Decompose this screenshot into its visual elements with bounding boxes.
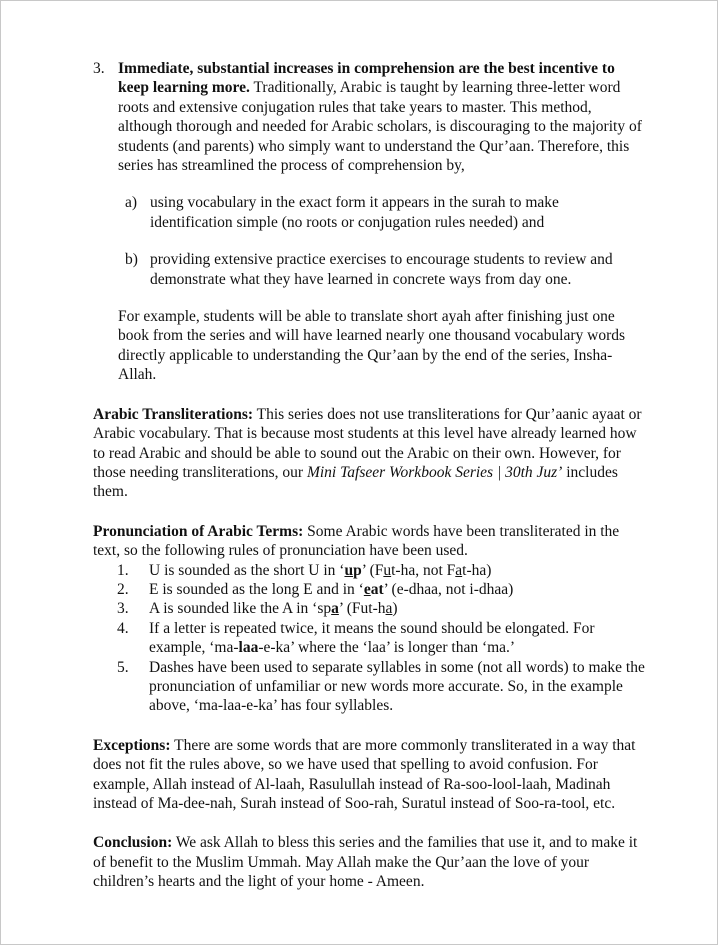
rule-text: E is sounded as the long E and in ‘: [149, 580, 364, 598]
sub-item-label: b): [125, 251, 138, 269]
sub-item-text: using vocabulary in the exact form it appears in the surah to make identification simple (no roots or conjugation rules needed) and: [150, 194, 559, 231]
section-heading: Exceptions:: [93, 736, 171, 754]
section-heading: Arabic Transliterations:: [93, 405, 254, 423]
transliterations-section: [93, 405, 645, 502]
rule-item: [117, 658, 645, 716]
sub-list: [118, 193, 645, 289]
section-text: Some Arabic words have been transliterated in the text, so the following rules of pronunciation have been used.: [93, 522, 620, 560]
rule-emphasis: laa: [238, 639, 259, 657]
rule-item: [117, 599, 645, 618]
rule-text: U is sounded as the short U in ‘: [149, 561, 345, 579]
rule-emphasis: p: [353, 561, 362, 579]
rule-text: ’ (F: [361, 561, 384, 579]
rule-underline: u: [383, 561, 392, 579]
book-title: Mini Tafseer Workbook Series | 30th Juz’: [306, 463, 563, 481]
page-content: [93, 59, 645, 892]
rule-underline: a: [455, 561, 463, 579]
sub-item-text: providing extensive practice exercises to encourage students to review and demonstrate what they have learned in concrete ways from day one.: [150, 251, 613, 288]
rule-emphasis: a: [331, 600, 339, 618]
point-heading: Immediate, substantial increases in comprehension are the best incentive to keep learning more.: [118, 60, 615, 97]
rule-underline: a: [385, 600, 393, 618]
rule-text: Dashes have been used to separate syllables in some (not all words) to make the pronunciation of unfamiliar or new words more accurate. So, in the example above, ‘ma-laa-e-ka’ has four syllables.: [149, 658, 645, 715]
section-text-tail: includes them.: [93, 463, 618, 501]
conclusion-section: [93, 833, 645, 891]
rule-text: t-ha, not F: [391, 561, 456, 579]
section-text: We ask Allah to bless this series and the families that use it, and to make it of benefit to the Muslim Ummah. May Allah make the Qur’aan the love of your children’s hearts and the light of your home - Ameen.: [93, 834, 638, 891]
rule-item: [117, 580, 645, 599]
numbered-point-3: [93, 59, 645, 385]
section-heading: Conclusion:: [93, 834, 173, 852]
rule-item: [117, 619, 645, 658]
pronunciation-rules-list: [93, 561, 645, 716]
point-paragraph: [118, 59, 645, 175]
rule-number: 5.: [117, 658, 129, 676]
rule-text: t-ha): [462, 561, 492, 579]
sub-item-b: [125, 250, 645, 289]
rule-number: 1.: [117, 561, 129, 579]
exceptions-section: [93, 736, 645, 814]
rule-text: ): [392, 600, 398, 618]
pronunciation-section: [93, 522, 645, 716]
rule-text: If a letter is repeated twice, it means the sound should be elongated. For example, ‘ma-: [149, 619, 595, 657]
rule-number: 4.: [117, 619, 129, 637]
rule-emphasis: u: [344, 561, 354, 579]
rule-text: A is sounded like the A in ‘sp: [149, 600, 332, 618]
sub-item-label: a): [125, 194, 138, 212]
point-number: 3.: [93, 60, 105, 77]
rule-text: ’ (Fut-h: [338, 600, 386, 618]
section-text: This series does not use transliterations for Qur’aanic ayaat or Arabic vocabulary. That is because most students at this level have already learned how to read Arabic and should be able to sound out the Arabic on their own. However, for those needing transliterations, our: [93, 405, 642, 481]
point-text: Traditionally, Arabic is taught by learning three-letter word roots and extensive conjugation rules that take years to master. This method, although thorough and needed for Arabic scholars, is discouraging to the majority of students (and parents) who simply want to understand the Qur’aan. Therefore, this series has streamlined the process of comprehension by,: [118, 79, 642, 175]
rule-number: 3.: [117, 600, 129, 618]
rule-text: -e-ka’ where the ‘laa’ is longer than ‘ma.’: [258, 639, 516, 657]
rule-number: 2.: [117, 580, 129, 598]
rule-item: [117, 561, 645, 580]
rule-text: ’ (e-dhaa, not i-dhaa): [383, 580, 514, 598]
sub-item-a: [125, 193, 645, 232]
example-paragraph: For example, students will be able to translate short ayah after finishing just one book from the series and will have learned nearly one thousand vocabulary words directly applicable to understanding the Qur’aan by the end of the series, Insha-Allah.: [118, 308, 626, 384]
section-heading: Pronunciation of Arabic Terms:: [93, 522, 304, 540]
section-text: There are some words that are more commonly transliterated in a way that does not fit the rules above, so we have used that spelling to avoid confusion. For example, Allah instead of Al-laah, Rasulullah instead of Ra-soo-lool-laah, Madinah instead of Ma-dee-nah, Surah instead of Soo-rah, Suratul instead of Soo-ra-tool, etc.: [93, 736, 636, 812]
rule-emphasis: at: [370, 580, 384, 598]
rule-emphasis: e: [363, 580, 371, 598]
